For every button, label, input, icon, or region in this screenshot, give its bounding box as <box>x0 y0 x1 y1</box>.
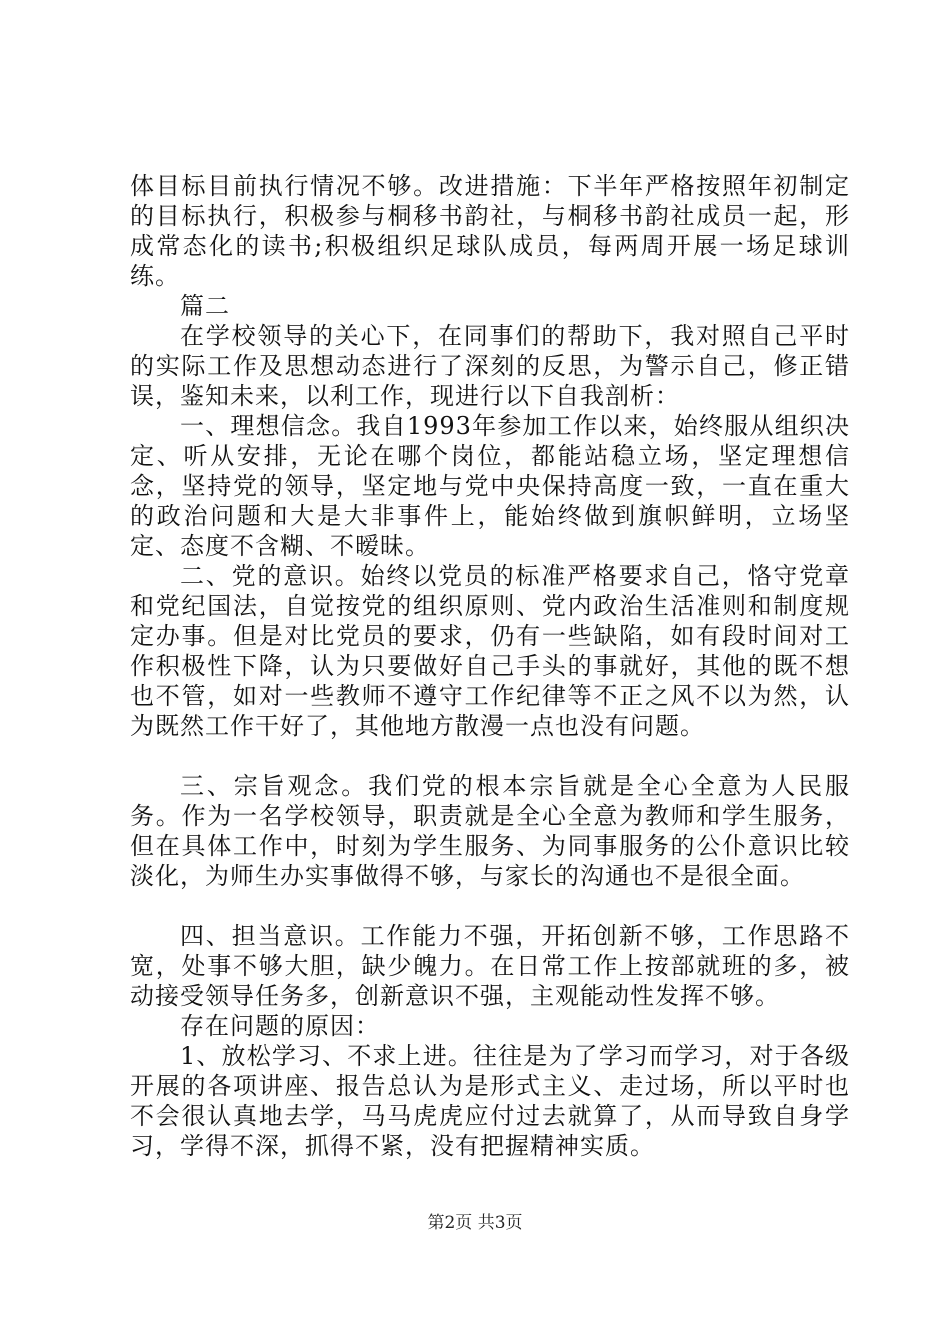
paragraph-continuation: 体目标目前执行情况不够。改进措施：下半年严格按照年初制定的目标执行，积极参与桐移书韵社，与桐移书韵社成员一起，形成常态化的读书;积极组织足球队成员，每两周开展一场足球训练。 <box>130 172 850 290</box>
page-number-footer: 第2页 共3页 <box>427 1213 523 1233</box>
section-heading-pian-er: 篇二 <box>180 292 230 320</box>
paragraph-ideals: 一、理想信念。我自1993年参加工作以来，始终服从组织决定、听从安排，无论在哪个岗位，都能站稳立场，坚定理想信念，坚持党的领导，坚定地与党中央保持高度一致，一直在重大的政治问题和大是大非事件上，能始终做到旗帜鲜明，立场坚定、态度不含糊、不暧昧。 <box>130 412 850 560</box>
subheading-causes: 存在问题的原因： <box>180 1012 380 1040</box>
paragraph-cause-1: 1、放松学习、不求上进。往往是为了学习而学习，对于各级开展的各项讲座、报告总认为是形式主义、走过场，所以平时也不会很认真地去学，马马虎虎应付过去就算了，从而导致自身学习，学得不深，抓得不紧，没有把握精神实质。 <box>130 1042 850 1160</box>
paragraph-purpose: 三、宗旨观念。我们党的根本宗旨就是全心全意为人民服务。作为一名学校领导，职责就是全心全意为教师和学生服务，但在具体工作中，时刻为学生服务、为同事服务的公仆意识比较淡化，为师生办实事做得不够，与家长的沟通也不是很全面。 <box>130 772 850 890</box>
document-body <box>130 171 850 1161</box>
paragraph-intro: 在学校领导的关心下，在同事们的帮助下，我对照自己平时的实际工作及思想动态进行了深刻的反思，为警示自己，修正错误，鉴知未来，以利工作，现进行以下自我剖析： <box>130 322 850 410</box>
paragraph-responsibility: 四、担当意识。工作能力不强，开拓创新不够，工作思路不宽，处事不够大胆，缺少魄力。在日常工作上按部就班的多，被动接受领导任务多，创新意识不强，主观能动性发挥不够。 <box>130 922 850 1010</box>
paragraph-party-awareness: 二、党的意识。始终以党员的标准严格要求自己，恪守党章和党纪国法，自觉按党的组织原则、党内政治生活准则和制度规定办事。但是对比党员的要求，仍有一些缺陷，如有段时间对工作积极性下降，认为只要做好自己手头的事就好，其他的既不想也不管，如对一些教师不遵守工作纪律等不正之风不以为然，认为既然工作干好了，其他地方散漫一点也没有问题。 <box>130 562 850 740</box>
